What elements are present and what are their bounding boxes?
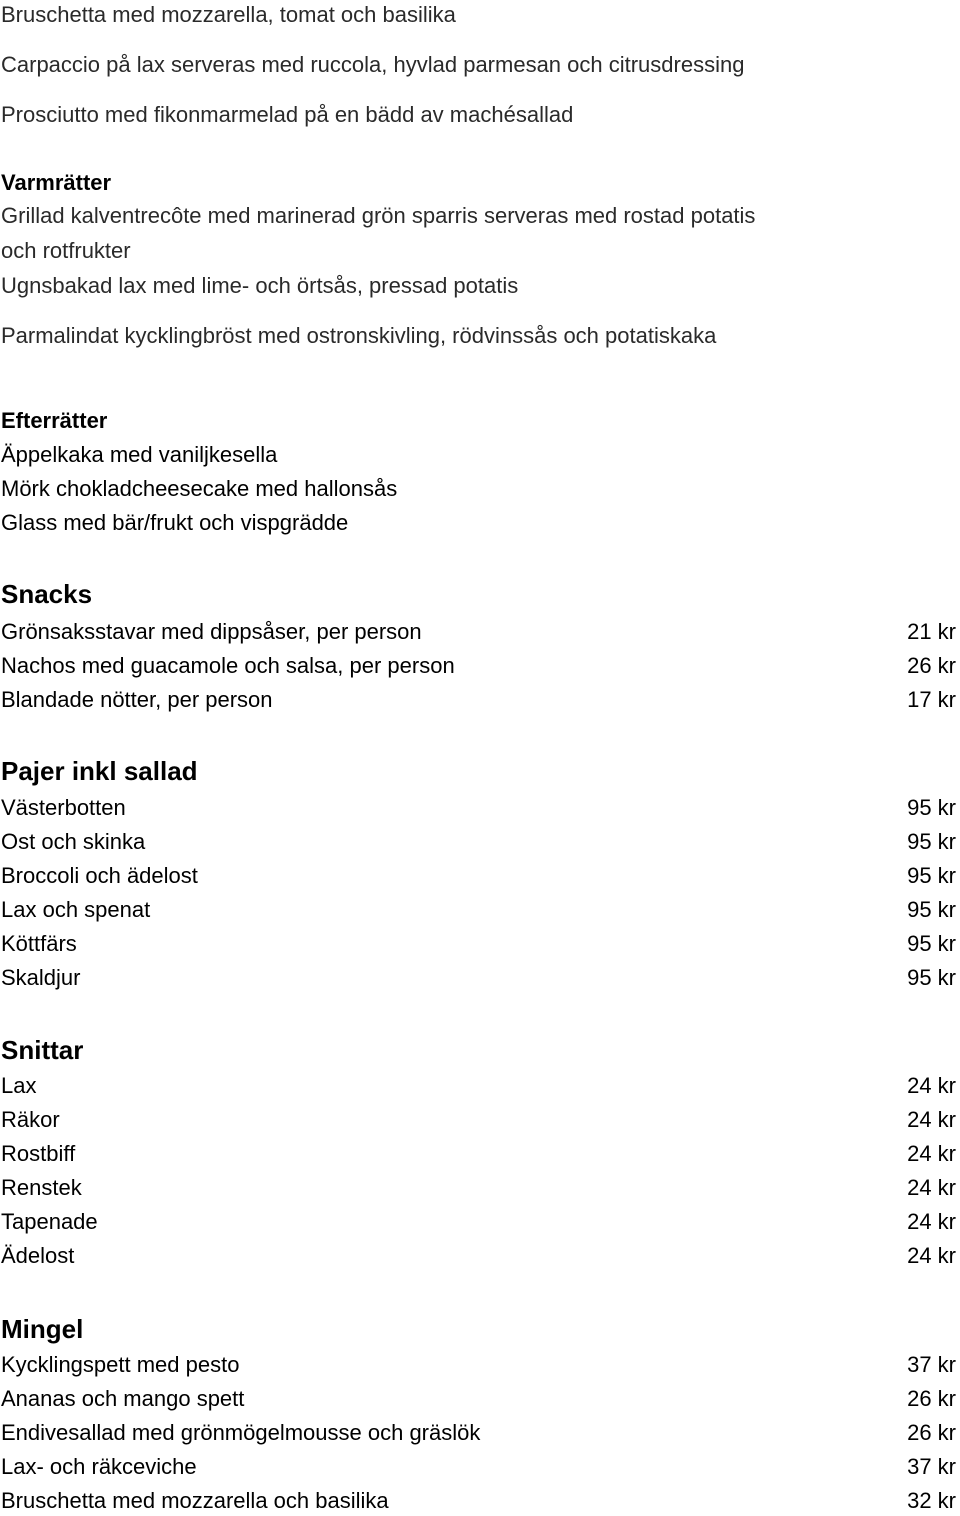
pie-item: Ost och skinka 95 kr [1, 827, 956, 857]
mingle-item: Bruschetta med mozzarella och basilika 32 kr [1, 1486, 956, 1516]
item-name: Bruschetta med mozzarella, tomat och basilika [1, 2, 456, 27]
item-price: 17 kr [907, 687, 956, 712]
pie-item: Västerbotten 95 kr [1, 793, 956, 823]
mingle-item: Ananas och mango spett 26 kr [1, 1384, 956, 1414]
sandwich-item: Räkor 24 kr [1, 1105, 956, 1135]
item-price: 24 kr [907, 1107, 956, 1132]
item-price: 24 kr [907, 1209, 956, 1234]
item-price: 95 kr [907, 897, 956, 922]
sandwich-item: Lax 24 kr [1, 1071, 956, 1101]
sandwiches-heading: Snittar [1, 1035, 84, 1065]
item-price: 37 kr [907, 1352, 956, 1377]
desserts-heading: Efterrätter [1, 408, 108, 433]
item-price: 24 kr [907, 1175, 956, 1200]
mingle-item: Kycklingspett med pesto 37 kr [1, 1350, 956, 1380]
item-price: 24 kr [907, 1243, 956, 1268]
item-price: 95 kr [907, 795, 956, 820]
item-price: 37 kr [907, 1454, 956, 1479]
main-item: Ugnsbakad lax med lime- och örtsås, pressad potatis [1, 273, 519, 298]
dessert-item: Mörk chokladcheesecake med hallonsås [1, 476, 398, 501]
item-price: 95 kr [907, 829, 956, 854]
item-price: 95 kr [907, 863, 956, 888]
snack-item: Nachos med guacamole och salsa, per person 26 kr [1, 651, 956, 681]
mains-heading: Varmrätter [1, 170, 112, 195]
sandwich-item: Ädelost 24 kr [1, 1241, 956, 1271]
pie-item: Skaldjur 95 kr [1, 963, 956, 993]
item-price: 24 kr [907, 1073, 956, 1098]
mingle-item: Lax- och räkceviche 37 kr [1, 1452, 956, 1482]
main-item: och rotfrukter [1, 238, 131, 263]
pies-heading: Pajer inkl sallad [1, 756, 198, 786]
pie-item: Broccoli och ädelost 95 kr [1, 861, 956, 891]
starter-item [1, 50, 956, 80]
main-item: Grillad kalventrecôte med marinerad grön sparris serveras med rostad potatis [1, 203, 756, 228]
item-price: 26 kr [907, 653, 956, 678]
main-item: Parmalindat kycklingbröst med ostronskivling, rödvinssås och potatiskaka [1, 323, 717, 348]
snacks-heading: Snacks [1, 579, 93, 609]
item-name: Carpaccio på lax serveras med ruccola, hyvlad parmesan och citrusdressing [1, 52, 745, 77]
starter-item [1, 0, 956, 30]
sandwich-item: Rostbiff 24 kr [1, 1139, 956, 1169]
dessert-item: Glass med bär/frukt och vispgrädde [1, 510, 349, 535]
dessert-item: Äppelkaka med vaniljkesella [1, 442, 278, 467]
sandwich-item: Renstek 24 kr [1, 1173, 956, 1203]
sandwich-item: Tapenade 24 kr [1, 1207, 956, 1237]
pie-item: Köttfärs 95 kr [1, 929, 956, 959]
mingle-item: Endivesallad med grönmögelmousse och gräslök 26 kr [1, 1418, 956, 1448]
item-price: 95 kr [907, 965, 956, 990]
snack-item: Grönsaksstavar med dippsåser, per person 21 kr [1, 617, 956, 647]
item-price: 26 kr [907, 1386, 956, 1411]
mingle-heading: Mingel [1, 1314, 84, 1344]
pie-item: Lax och spenat 95 kr [1, 895, 956, 925]
item-name: Prosciutto med fikonmarmelad på en bädd av machésallad [1, 102, 574, 127]
item-price: 26 kr [907, 1420, 956, 1445]
item-price: 32 kr [907, 1488, 956, 1513]
snack-item: Blandade nötter, per person 17 kr [1, 685, 956, 715]
item-price: 21 kr [907, 619, 956, 644]
item-price: 24 kr [907, 1141, 956, 1166]
item-price: 95 kr [907, 931, 956, 956]
starter-item [1, 100, 956, 130]
